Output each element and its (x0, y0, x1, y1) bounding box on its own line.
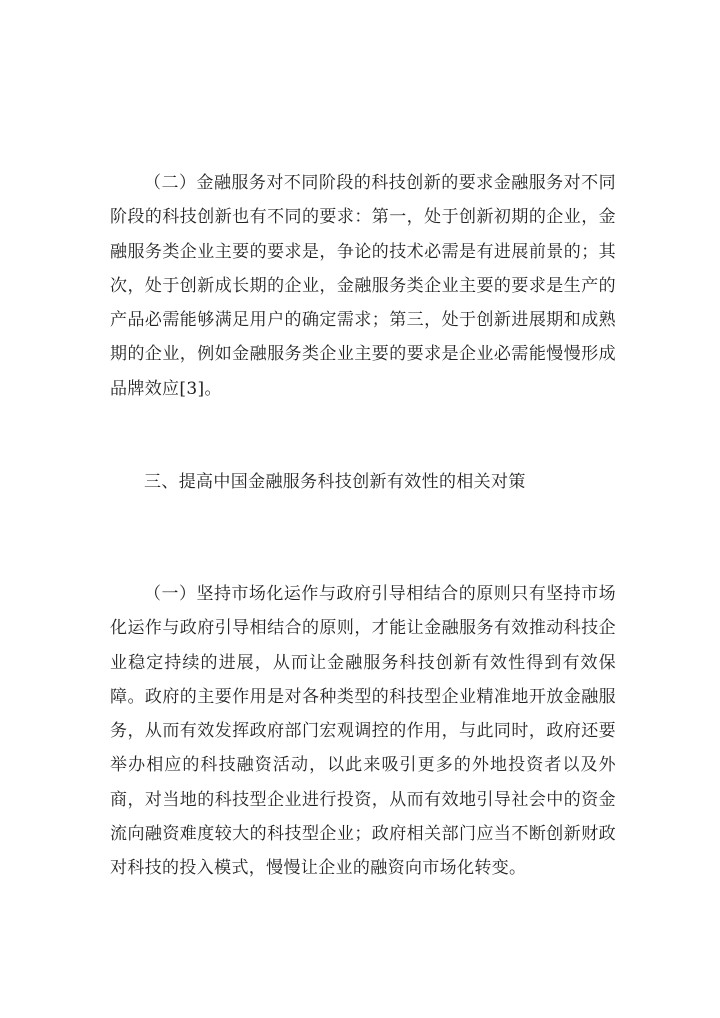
body-paragraph: （一）坚持市场化运作与政府引导相结合的原则只有坚持市场化运作与政府引导相结合的原则，才能让金融服务有效推动科技企业稳定持续的进展，从而让金融服务科技创新有效性得到有效保障。政府的主要作用是对各种类型的科技型企业精准地开放金融服务，从而有效发挥政府部门宏观调控的作用，与此同时，政府还要举办相应的科技融资活动，以此来吸引更多的外地投资者以及外商，对当地的科技型企业进行投资，从而有效地引导社会中的资金流向融资难度较大的科技型企业；政府相关部门应当不断创新财政对科技的投入模式，慢慢让企业的融资向市场化转变。 (110, 584, 616, 879)
section-heading: 三、提高中国金融服务科技创新有效性的相关对策 (144, 472, 526, 492)
body-paragraph: （二）金融服务对不同阶段的科技创新的要求金融服务对不同阶段的科技创新也有不同的要求：第一，处于创新初期的企业，金融服务类企业主要的要求是，争论的技术必需是有进展前景的；其次，处于创新成长期的企业，金融服务类企业主要的要求是生产的产品必需能够满足用户的确定需求；第三，处于创新进展期和成熟期的企业，例如金融服务类企业主要的要求是企业必需能慢慢形成品牌效应[3]。 (110, 173, 616, 399)
